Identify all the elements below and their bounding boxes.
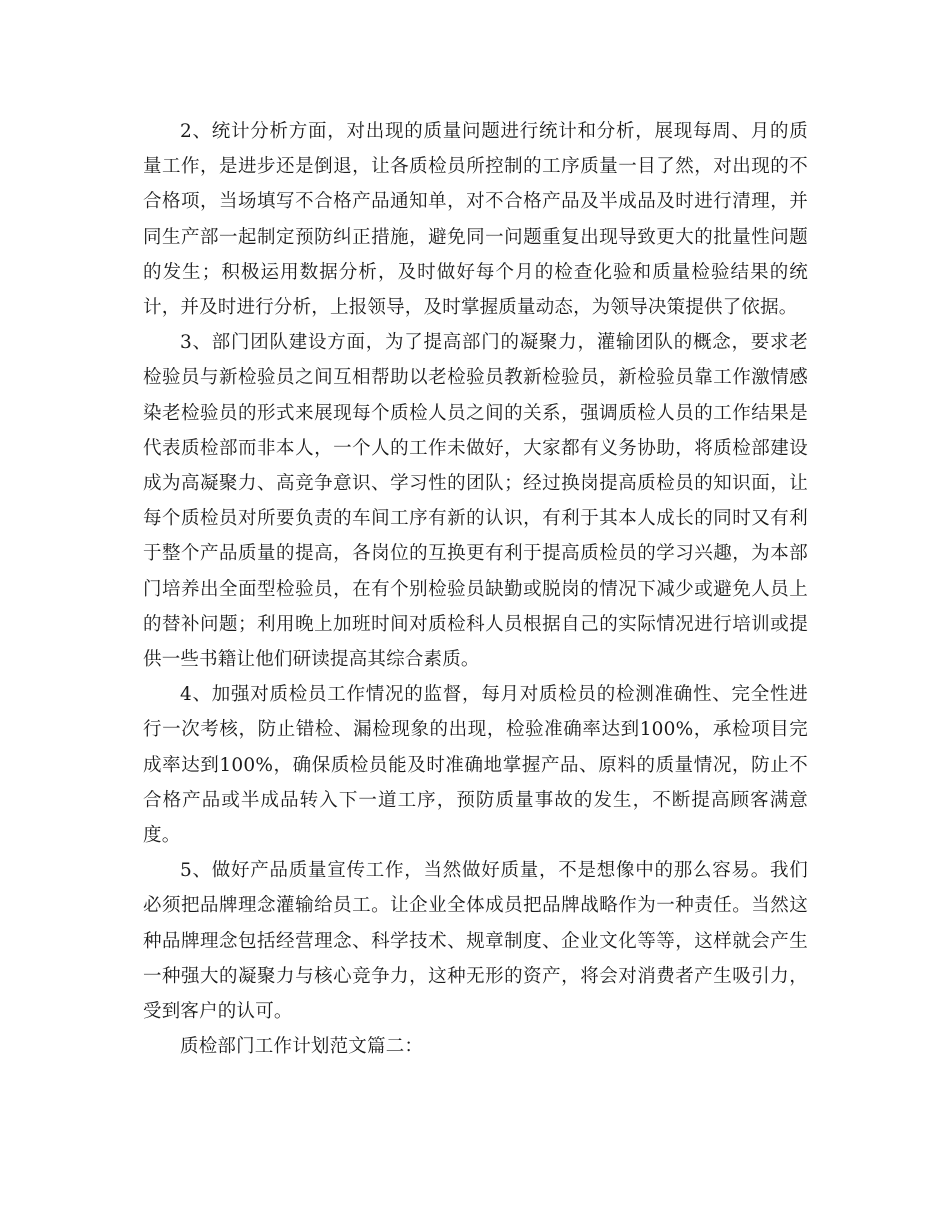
- paragraph-statistics-analysis: 2、统计分析方面，对出现的质量问题进行统计和分析，展现每周、月的质量工作，是进步还是倒退，让各质检员所控制的工序质量一目了然，对出现的不合格项，当场填写不合格产品通知单，对不合格产品及半成品及时进行清理，并同生产部一起制定预防纠正措施，避免同一问题重复出现导致更大的批量性问题的发生；积极运用数据分析，及时做好每个月的检查化验和质量检验结果的统计，并及时进行分析，上报领导，及时掌握质量动态，为领导决策提供了依据。: [143, 121, 808, 319]
- paragraph-quality-publicity: 5、做好产品质量宣传工作，当然做好质量，不是想像中的那么容易。我们必须把品牌理念灌输给员工。让企业全体成员把品牌战略作为一种责任。当然这种品牌理念包括经营理念、科学技术、规章制度、企业文化等等，这样就会产生一种强大的凝聚力与核心竞争力，这种无形的资产，将会对消费者产生吸引力，受到客户的认可。: [143, 860, 808, 1023]
- document-body: [143, 114, 808, 1064]
- paragraph-inspector-supervision: 4、加强对质检员工作情况的监督，每月对质检员的检测准确性、完全性进行一次考核，防止错检、漏检现象的出现，检验准确率达到100%，承检项目完成率达到100%，确保质检员能及时准确地掌握产品、原料的质量情况，防止不合格产品或半成品转入下一道工序，预防质量事故的发生，不断提高顾客满意度。: [143, 684, 808, 847]
- section-heading-part-two: 质检部门工作计划范文篇二：: [180, 1036, 424, 1058]
- paragraph-team-building: 3、部门团队建设方面，为了提高部门的凝聚力，灌输团队的概念，要求老检验员与新检验员之间互相帮助以老检验员教新检验员，新检验员靠工作激情感染老检验员的形式来展现每个质检人员之间的关系，强调质检人员的工作结果是代表质检部而非本人，一个人的工作未做好，大家都有义务协助，将质检部建设成为高凝聚力、高竞争意识、学习性的团队；经过换岗提高质检员的知识面，让每个质检员对所要负责的车间工序有新的认识，有利于其本人成长的同时又有利于整个产品质量的提高，各岗位的互换更有利于提高质检员的学习兴趣，为本部门培养出全面型检验员，在有个别检验员缺勤或脱岗的情况下减少或避免人员上的替补问题；利用晚上加班时间对质检科人员根据自己的实际情况进行培训或提供一些书籍让他们研读提高其综合素质。: [143, 332, 808, 671]
